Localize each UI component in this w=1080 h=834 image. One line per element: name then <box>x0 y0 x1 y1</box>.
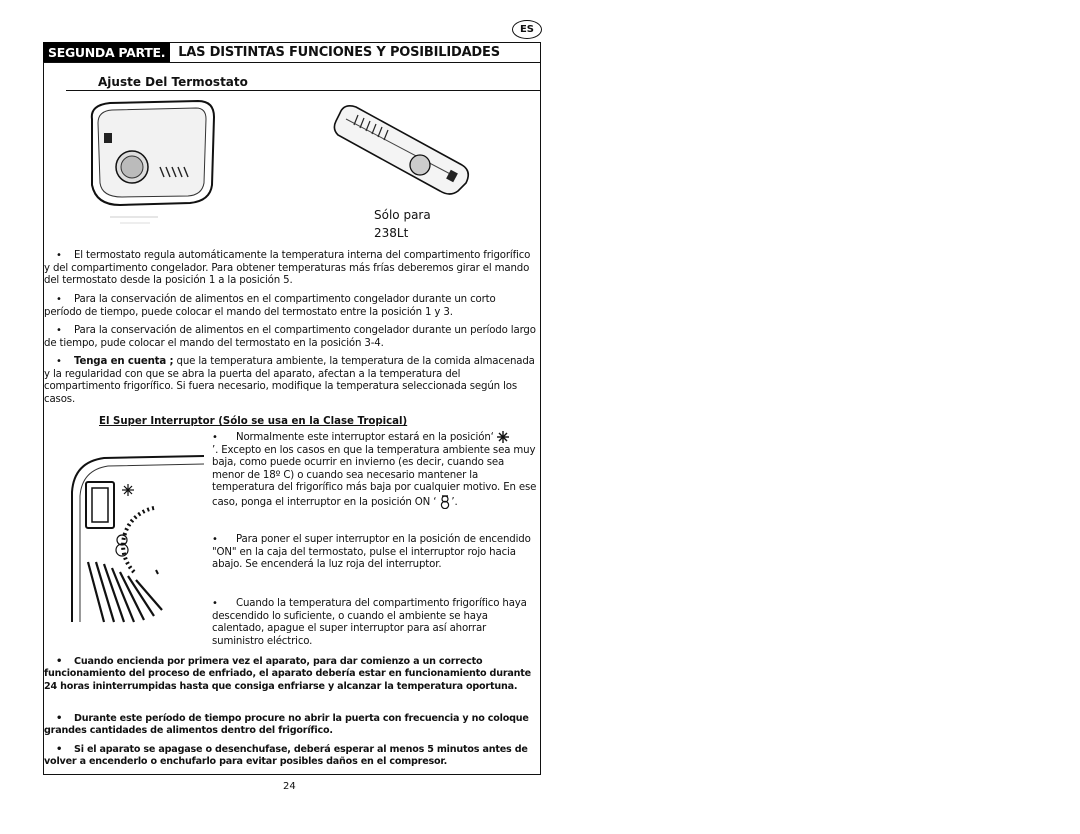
bullet: • <box>56 250 62 261</box>
bullet: • <box>212 598 218 609</box>
super-switch-heading: El Super Interruptor (Sólo se usa en la Clase Tropical) <box>99 416 408 427</box>
paragraph-short-storage <box>44 294 536 319</box>
thermostat-238lt-illustration <box>330 95 475 205</box>
super-switch-turn-on <box>212 534 538 572</box>
snowman-icon <box>439 495 451 509</box>
paragraph-long-storage <box>44 325 536 350</box>
part-label: SEGUNDA PARTE. <box>43 42 170 62</box>
thermostat-housing-illustration <box>80 97 220 232</box>
bullet: • <box>56 325 62 336</box>
bullet: • <box>56 713 63 724</box>
paragraph-text: Normalmente este interruptor estará en la posición‘ <box>236 432 494 443</box>
bullet: • <box>212 432 218 443</box>
paragraph-text: Cuando encienda por primera vez el aparato, para dar comienzo a un correcto funcionamiento del proceso de enfriado, el aparato debería estar en funcionamiento durante 24 horas ininterrumpidas hasta que consiga enfriarse y alcanzar la temperatura oportuna. <box>44 656 531 692</box>
subheading-thermostat: Ajuste Del Termostato <box>98 75 248 89</box>
note-door-opening <box>44 713 538 738</box>
bullet: • <box>56 744 63 755</box>
paragraph-text: ’. <box>451 496 458 508</box>
super-switch-normal-position <box>212 431 538 510</box>
paragraph-text: que la temperatura ambiente, la temperatura de la comida almacenada y la regularidad con que se abra la puerta del aparato, afectan a la temperatura del compartimento frigorífico. Si fuera necesario, modifique la temperatura seleccionada según los casos. <box>44 356 535 405</box>
note-first-start <box>44 656 538 693</box>
section-title: LAS DISTINTAS FUNCIONES Y POSIBILIDADES <box>178 44 500 60</box>
paragraph-text: Para poner el super interruptor en la posición de encendido "ON" en la caja del termostato, pulse el interruptor rojo hacia abajo. Se encenderá la luz roja del interruptor. <box>212 534 531 571</box>
section-header <box>43 42 541 63</box>
caption-line-2: 238Lt <box>374 226 409 240</box>
bullet: • <box>56 294 62 305</box>
paragraph-text: Durante este período de tiempo procure no abrir la puerta con frecuencia y no coloque grandes cantidades de alimentos dentro del frigorífico. <box>44 713 529 737</box>
super-switch-turn-off <box>212 598 538 648</box>
paragraph-text: Si el aparato se apagase o desenchufase, deberá esperar al menos 5 minutos antes de volver a encenderlo o enchufarlo para evitar posibles daños en el compresor. <box>44 744 528 768</box>
paragraph-note <box>44 356 536 406</box>
note-label: Tenga en cuenta ; <box>74 356 174 367</box>
bullet: • <box>56 356 62 367</box>
paragraph-text: El termostato regula automáticamente la temperatura interna del compartimento frigorífico y del compartimento congelador. Para obtener temperaturas más frías deberemos girar el mando del termostato desde la posición 1 a la posición 5. <box>44 250 531 287</box>
paragraph-text: ’. Excepto en los casos en que la temperatura ambiente sea muy baja, como puede ocurrir en invierno (es decir, cuando sea menor de 18º C) o cuando sea necesario mantener la temperatura del frigorífico más baja por cualquier motivo. En ese caso, ponga el interruptor en la posición ON ‘ <box>212 444 537 508</box>
note-restart-wait <box>44 744 538 769</box>
page-number: 24 <box>283 781 296 792</box>
super-switch-illustration <box>64 452 204 627</box>
language-badge: ES <box>512 20 542 39</box>
paragraph-text: Para la conservación de alimentos en el compartimento congelador durante un período largo de tiempo, pude colocar el mando del termostato en la posición 3-4. <box>44 325 536 349</box>
bullet: • <box>212 534 218 545</box>
paragraph-text: Para la conservación de alimentos en el compartimento congelador durante un corto período de tiempo, puede colocar el mando del termostato entre la posición 1 y 3. <box>44 294 496 318</box>
snowflake-icon <box>497 431 509 443</box>
paragraph-text: Cuando la temperatura del compartimento frigorífico haya descendido lo suficiente, o cuando el ambiente se haya calentado, apague el super interruptor para así ahorrar suministro eléctrico. <box>212 598 527 647</box>
bullet: • <box>56 656 63 667</box>
caption-line-1: Sólo para <box>374 208 431 222</box>
paragraph-thermostat-regulation <box>44 250 536 288</box>
caption-238lt <box>374 206 431 242</box>
subheading-rule <box>66 90 541 91</box>
